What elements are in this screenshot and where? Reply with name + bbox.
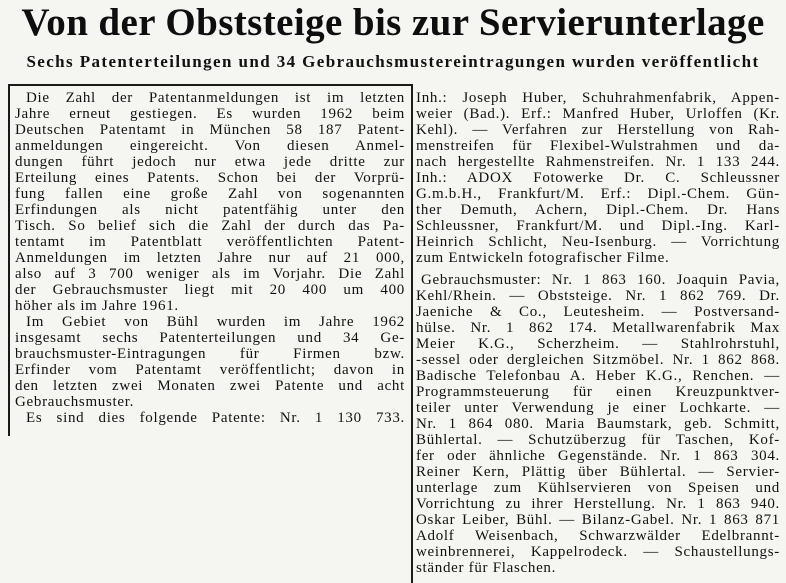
text-line: Bühlertal. — Schutzüberzug für Taschen, Kof- <box>416 432 780 448</box>
text-line: Es sind dies folgende Patente: Nr. 1 130 733. <box>26 410 405 426</box>
text-line: Die Zahl der Patentanmeldungen ist im letzten <box>26 90 405 106</box>
text-line: Im Gebiet von Bühl wurden im Jahre 1962 <box>26 314 405 330</box>
text-line: Gebrauchsmuster. <box>15 394 135 410</box>
text-line: Meier K.G., Scherzheim. — Stahlrohrstuhl, <box>416 336 780 352</box>
subheadline: Sechs Patenterteilungen und 34 Gebrauchsmustereintragungen wurden veröffentlicht <box>26 52 760 71</box>
paragraph <box>15 90 405 314</box>
text-line: Erfindungen als nicht patentfähig unter den <box>15 202 405 218</box>
text-line: ständer für Flaschen. <box>416 560 557 576</box>
paragraph <box>416 90 780 266</box>
text-line: Heinrich Schlicht, Neu-Isenburg. — Vorrichtung <box>416 234 780 250</box>
text-line: tentamt im Patentblatt veröffentlichten Patent- <box>15 234 405 250</box>
text-line: den letzten zwei Monaten zwei Patente und acht <box>15 378 405 394</box>
text-line: also auf 3 700 weniger als im Vorjahr. Die Zahl <box>15 266 405 282</box>
text-line: Anmeldungen im letzten Jahre nur auf 21 000, <box>15 250 405 266</box>
text-line: Oskar Leiber, Bühl. — Bilanz-Gabel. Nr. 1 863 871 <box>416 512 780 528</box>
text-line: Tisch. So belief sich die Zahl der durch das Pa- <box>15 218 405 234</box>
column-rule <box>411 84 413 583</box>
text-line: unterlage zum Kühlservieren von Speisen und <box>416 480 780 496</box>
headline: Von der Obststeige bis zur Servierunterlage <box>21 1 765 44</box>
text-line: Nr. 1 864 080. Maria Baumstark, geb. Schmitt, <box>416 416 780 432</box>
text-line: Gebrauchsmuster: Nr. 1 863 160. Joaquin Pavia, <box>421 272 780 288</box>
text-line: Deutschen Patentamt in München 58 187 Patent- <box>15 122 405 138</box>
text-line: Programmsteuerung für einen Kreuzpunktver- <box>416 384 780 400</box>
text-line: Adolf Weisenbach, Schwarzwälder Edelbrannt- <box>416 528 780 544</box>
text-line: der Gebrauchsmuster liegt mit 20 400 um 400 <box>15 282 405 298</box>
paragraph <box>15 410 405 426</box>
text-line: insgesamt sechs Patenterteilungen und 34 Ge- <box>15 330 405 346</box>
text-line: dungen führt jedoch nur etwa jede dritte zur <box>15 154 405 170</box>
right-column <box>416 90 780 576</box>
text-line: anmeldungen eingereicht. Von diesen Anmel- <box>15 138 405 154</box>
text-line: Jahre erneut gestiegen. Es wurden 1962 beim <box>15 106 405 122</box>
left-column <box>15 90 405 426</box>
text-line: G.m.b.H., Frankfurt/M. Erf.: Dipl.-Chem. Gün- <box>416 186 780 202</box>
paragraph <box>15 314 405 410</box>
text-line: Vorrichtung zu ihrer Herstellung. Nr. 1 863 940. <box>416 496 780 512</box>
text-line: Kehl). — Verfahren zur Herstellung von Rah- <box>416 122 780 138</box>
text-line: menstreifen für Flexibel-Wulstrahmen und da- <box>416 138 780 154</box>
text-line: Schleussner, Frankfurt/M. und Dipl.-Ing. Karl- <box>416 218 780 234</box>
text-line: fung fallen eine große Zahl von sogenannten <box>15 186 405 202</box>
text-line: teiler unter Verwendung je einer Lochkarte. — <box>416 400 780 416</box>
text-line: hülse. Nr. 1 862 174. Metallwarenfabrik Max <box>416 320 780 336</box>
text-line: Jaeniche & Co., Leutesheim. — Postversand- <box>416 304 780 320</box>
text-line: fer oder ähnliche Gegenstände. Nr. 1 863 304. <box>416 448 780 464</box>
text-line: weier (Bad.). Erf.: Manfred Huber, Urloffen (Kr. <box>416 106 780 122</box>
text-line: weinbrennerei, Kappelrodeck. — Schaustellungs- <box>416 544 780 560</box>
text-line: ther Demuth, Achern, Dipl.-Chem. Dr. Hans <box>416 202 780 218</box>
paragraph <box>416 272 780 576</box>
text-line: Reiner Kern, Plättig über Bühlertal. — Servier- <box>416 464 780 480</box>
text-line: Kehl/Rhein. — Obststeige. Nr. 1 862 769. Dr. <box>416 288 780 304</box>
text-line: brauchsmuster-Eintragungen für Firmen bzw. <box>15 346 405 362</box>
text-line: Erteilung eines Patents. Schon bei der Vorprü- <box>15 170 405 186</box>
text-line: -sessel oder dergleichen Sitzmöbel. Nr. 1 862 868. <box>416 352 780 368</box>
text-line: nach hergestellte Rahmenstreifen. Nr. 1 133 244. <box>416 154 780 170</box>
text-line: Badische Telefonbau A. Heber K.G., Renchen. — <box>416 368 780 384</box>
frame-top-rule <box>8 84 412 86</box>
text-line: zum Entwickeln fotografischer Filme. <box>416 250 670 266</box>
text-line: Inh.: Joseph Huber, Schuhrahmenfabrik, Appen- <box>416 90 780 106</box>
text-line: höher als im Jahre 1961. <box>15 298 179 314</box>
text-line: Inh.: ADOX Fotowerke Dr. C. Schleussner <box>416 170 780 186</box>
frame-left-rule <box>8 84 10 436</box>
text-line: Erfinder vom Patentamt veröffentlicht; davon in <box>15 362 405 378</box>
